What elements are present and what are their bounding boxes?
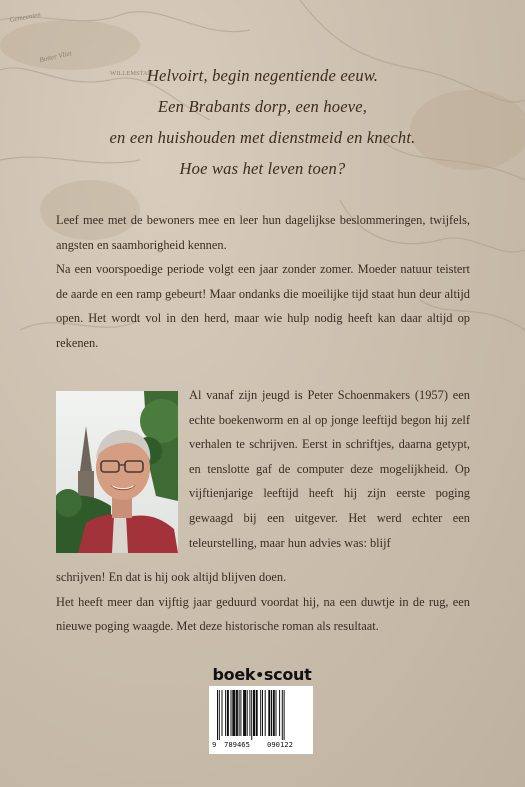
map-label-willemstad: WILLEMSTAD <box>110 70 153 77</box>
publisher-logo <box>212 665 312 684</box>
tagline-line: Een Brabants dorp, een hoeve, <box>157 97 368 116</box>
blurb-intro <box>56 208 470 356</box>
map-label-gemeenten: Gemeenten <box>8 10 42 24</box>
blurb-paragraph: Na een voorspoedige periode volgt een jaar zonder zomer. Moeder natuur teistert de aarde en een ramp gebeurt! Maar ondanks die moeilijke tijd staat hun deur altijd open. Het wordt vol in den herd, maar wie hulp nodig heeft kan daar altijd op rekenen. <box>56 262 470 350</box>
blurb-paragraph: schrijven! En dat is hij ook altijd blijven doen. <box>56 570 287 584</box>
author-bio-continued <box>56 565 470 639</box>
author-bio <box>189 383 470 555</box>
barcode-digits-left: 789465 <box>224 740 250 749</box>
tagline-line: Helvoirt, begin negentiende eeuw. <box>146 66 379 85</box>
isbn-barcode <box>209 686 313 754</box>
barcode-digits-right: 090122 <box>267 740 293 749</box>
publisher-dot: • <box>255 668 264 684</box>
blurb-paragraph: Het heeft meer dan vijftig jaar geduurd voordat hij, na een duwtje in de rug, een nieuwe poging waagde. Met deze historische roman als resultaat. <box>56 594 470 634</box>
publisher-name-part: boek <box>212 665 256 684</box>
barcode-number <box>209 738 313 752</box>
blurb-paragraph: Leef mee met de bewoners mee en leer hun dagelijkse beslommeringen, twijfels, angsten en saamhorigheid kennen. <box>56 213 470 252</box>
author-photo <box>56 391 178 553</box>
barcode-bars <box>209 686 313 742</box>
map-label-vliet: Butter Vliet <box>38 49 73 64</box>
author-bio-text: Al vanaf zijn jeugd is Peter Schoenmakers (1957) een echte boekenworm en al op jonge leeftijd begon hij zelf verhalen te schrijven. Eerst in schriftjes, daarna getypt, en tenslotte gaf de computer deze mogelijkheid. Op vijftienjarige leeftijd heeft hij zijn eerste poging gewaagd bij een uitgever. Het werd echter een teleurstelling, maar hun advies was: blijf <box>189 388 470 550</box>
tagline <box>0 60 525 184</box>
tagline-line: en een huishouden met dienstmeid en knecht. <box>109 128 416 147</box>
barcode-digit-first: 9 <box>212 740 217 749</box>
tagline-line: Hoe was het leven toen? <box>179 159 346 178</box>
publisher-name-part: scout <box>263 665 312 684</box>
